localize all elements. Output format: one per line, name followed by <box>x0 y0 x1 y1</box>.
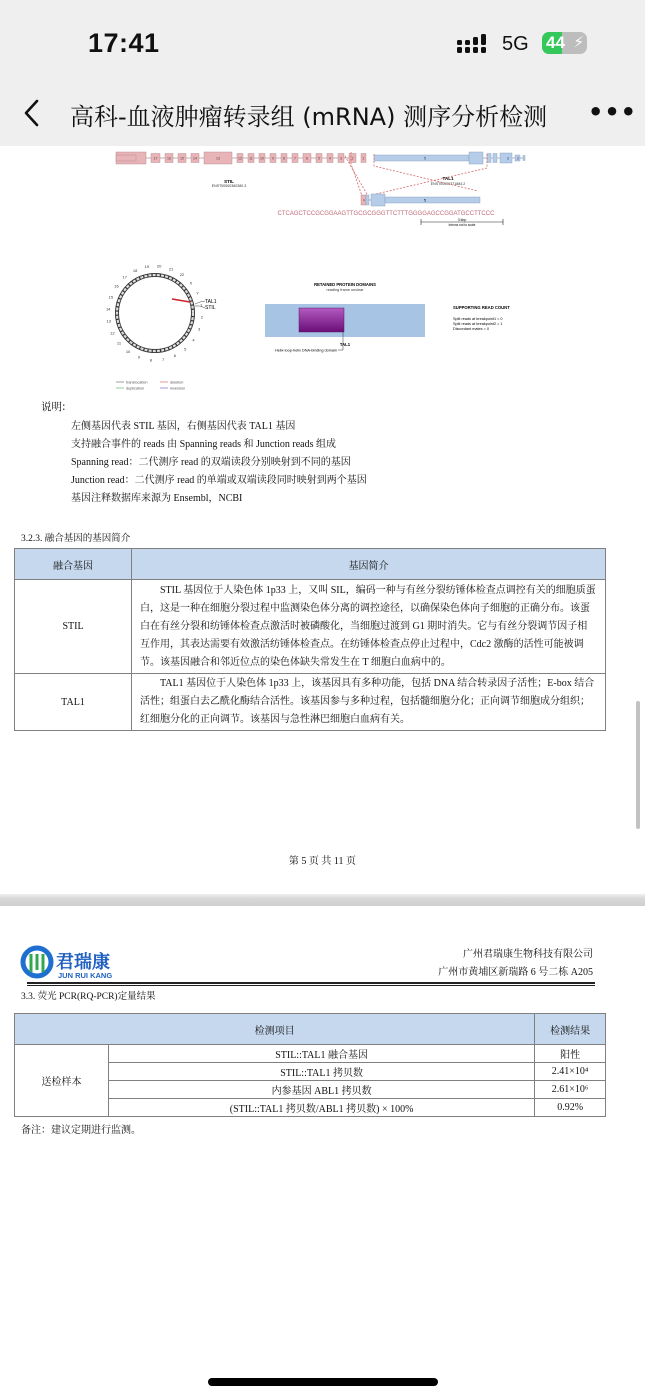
gene-description-cell <box>132 580 606 674</box>
legend-inversion: inversion <box>170 386 186 391</box>
tal1-exon <box>493 154 497 163</box>
gene-intro-table <box>14 548 606 731</box>
status-time: 17:41 <box>88 28 160 58</box>
fusion-tal1-exon <box>371 194 385 206</box>
gene-description-cell <box>132 674 606 731</box>
retained-protein-bar <box>265 304 425 337</box>
chromosome-label: 12 <box>110 330 115 336</box>
chromosome-label: 4 <box>192 337 195 343</box>
fusion-exon-label: 1 <box>363 198 365 202</box>
column-header: 基因简介 <box>132 549 606 580</box>
legend-duplication: duplication <box>126 386 145 391</box>
stil-exon-label: 10 <box>260 156 264 161</box>
stil-gene-name: STIL <box>224 179 234 184</box>
fusion-exon-label: 5 <box>424 198 426 203</box>
chromosome-label: 9 <box>137 354 141 360</box>
chromosome-label: 18 <box>132 267 138 273</box>
stil-exon-label: 11 <box>249 156 253 161</box>
legend-translocation: translocation <box>126 380 148 385</box>
chromosome-label: 8 <box>149 357 153 363</box>
result-cell: 2.61×10⁶ <box>535 1081 606 1099</box>
scale-note: introns not to scale <box>448 223 476 227</box>
stil-exon-label: 12 <box>238 156 242 161</box>
explanation-line: Junction read：二代测序 read 的单端或双端读段同时映射到两个基因 <box>71 475 367 486</box>
section-title-3-2-3: 3.2.3. 融合基因的基因简介 <box>21 534 131 544</box>
fusion-junction-sequence: CTCAGCTCCGCGGAAGTTGCGCGGGTTCTTTGGGGAGCCGGATGCCTTCCC <box>277 211 495 217</box>
stil-exon-label: 4 <box>329 156 331 161</box>
stil-exon-label: 2 <box>351 156 354 161</box>
stil-transcript-id: ENST00000360380.3 <box>211 184 247 188</box>
scale-label: 3 kbp <box>457 218 467 222</box>
stil-exon-label: 17 <box>153 156 158 161</box>
chromosome-label: 22 <box>179 271 185 277</box>
explanation-line: 支持融合事件的 reads 由 Spanning reads 和 Junction reads 组成 <box>71 439 336 450</box>
fusion-transcript-track <box>361 194 480 206</box>
fusion-tal1-exon <box>366 195 369 205</box>
domains-subtitle: reading frame unclear <box>326 288 364 292</box>
pcr-results-table <box>14 1013 606 1117</box>
chromosome-label: 11 <box>116 340 122 346</box>
read-count-line: Split reads at breakpoint2 = 1 <box>453 322 503 326</box>
result-cell: 0.92% <box>535 1099 606 1117</box>
company-info <box>438 946 593 982</box>
item-cell: (STIL::TAL1 拷贝数/ABL1 拷贝数) × 100% <box>109 1099 535 1117</box>
home-indicator[interactable] <box>208 1378 438 1386</box>
read-count-line: Discordant mates = 0 <box>453 327 489 331</box>
fusion-link <box>172 299 190 302</box>
ellipsis-icon[interactable]: ••• <box>588 98 638 126</box>
chromosome-label: 3 <box>198 326 201 332</box>
logo-chinese-name: 君瑞康 <box>56 952 110 973</box>
tal1-gene-track <box>374 152 525 164</box>
chromosome-label: 6 <box>173 353 176 359</box>
chromosome-label: 2 <box>200 314 203 320</box>
chromosome-label: 15 <box>108 294 114 300</box>
chromosome-label: X <box>189 280 193 286</box>
scrollbar[interactable] <box>636 701 640 829</box>
charging-bolt-icon: ⚡ <box>573 33 584 51</box>
read-count-title: SUPPORTING READ COUNT <box>453 305 510 310</box>
item-cell: STIL::TAL1 融合基因 <box>109 1045 535 1063</box>
page-number: 第 5 页 共 11 页 <box>288 856 357 867</box>
chromosome-label: 14 <box>105 306 111 312</box>
company-name: 广州君瑞康生物科技有限公司 <box>463 949 593 960</box>
gene-name-cell: STIL <box>15 580 132 674</box>
chromosome-label: 7 <box>162 356 165 362</box>
column-header: 融合基因 <box>15 549 132 580</box>
explanation-label: 说明: <box>41 401 66 413</box>
stil-exon-label: 7 <box>294 156 296 161</box>
document-page-5 <box>0 146 645 894</box>
header-rule <box>27 985 595 986</box>
tal1-transcript-id: ENST00000371884.2 <box>430 182 466 186</box>
table-header-row <box>15 1014 606 1045</box>
stil-exon-label: 15 <box>180 156 184 161</box>
logo-english-name: JUN RUI KANG <box>58 971 113 980</box>
circos-plot <box>106 264 217 363</box>
table-row <box>15 580 606 674</box>
result-cell: 2.41×10⁴ <box>535 1063 606 1081</box>
chromosome-label: 1 <box>200 302 203 308</box>
stil-exon-label: 3 <box>340 156 342 161</box>
result-cell: 阳性 <box>535 1045 606 1063</box>
circos-legend <box>116 381 185 391</box>
chromosome-label: Y <box>196 290 199 296</box>
stil-exon-label: 5 <box>318 156 320 161</box>
signal-icon <box>457 34 493 54</box>
legend-deletion: deletion <box>170 380 184 385</box>
company-logo <box>20 942 130 982</box>
tal1-exon <box>500 153 512 163</box>
table-header-row <box>15 549 606 580</box>
app-header <box>0 0 645 146</box>
page-separator <box>0 894 645 906</box>
chromosome-label: 19 <box>144 264 150 270</box>
item-cell: 内参基因 ABL1 拷贝数 <box>109 1081 535 1099</box>
section-title-3-3: 3.3. 荧光 PCR(RQ-PCR)定量结果 <box>21 992 156 1002</box>
stil-exon-label: 8 <box>283 156 285 161</box>
chromosome-label: 16 <box>114 283 119 289</box>
stil-exon-label: 1 <box>362 156 365 161</box>
domain-name-label: Helix-loop-helix DNA-binding domain <box>274 348 337 353</box>
explanation-line: 左侧基因代表 STIL 基因，右侧基因代表 TAL1 基因 <box>71 421 296 432</box>
document-title: 高科-血液肿瘤转录组 (mRNA) 测序分析检测 <box>70 103 548 131</box>
explanation-line: 基因注释数据库来源为 Ensembl，NCBI <box>71 493 243 504</box>
network-type: 5G <box>502 33 529 55</box>
tal1-exon <box>487 154 491 163</box>
tal1-exon-label: 3 <box>507 156 509 161</box>
read-count-line: Split reads at breakpoint1 = 0 <box>453 317 503 321</box>
gene-description: TAL1 基因位于人染色体 1p33 上，该基因具有多种功能，包括 DNA 结合转录因子活性；E-box 结合活性；组蛋白去乙酰化酶结合活性。该基因参与多种过程，包括髓细胞分化；正向调节细胞成分组织；红细胞分化的正向调节。该基因与急性淋巴细胞白血病有关。 <box>140 678 595 725</box>
table-row <box>15 674 606 731</box>
stil-exon-label: 9 <box>272 156 274 161</box>
chromosome-label: 21 <box>168 266 174 272</box>
explanation-line: Spanning read：二代测序 read 的双端读段分别映射到不同的基因 <box>71 457 351 468</box>
stil-exon-label: 16 <box>167 156 171 161</box>
column-header: 检测结果 <box>535 1014 606 1045</box>
hlh-domain-block <box>299 308 344 332</box>
company-address: 广州市黄埔区新瑞路 6 号二栋 A205 <box>438 967 593 978</box>
gene-description: STIL 基因位于人染色体 1p33 上，又叫 SIL，编码一种与有丝分裂纺锤体检查点调控有关的细胞质蛋白，这是一种在细胞分裂过程中监测染色体分离的调控途径，以确保染色体向子细胞的正确分布。该蛋白在有丝分裂和纺锤体检查点激活时被磷酸化，当细胞过渡到 G1 期时消失。它与有丝分裂调节因子相互作用，其表达需要有效激活纺锤体检查点。在纺锤体检查点停止过程中，Cdc2 激酶的活性可能被调节。该基因融合和邻近位点的染色体缺失常发生在 T 细胞白血病中的。 <box>140 584 596 668</box>
battery-icon <box>542 32 587 54</box>
tal1-gene-name: TAL1 <box>442 176 454 181</box>
pcr-note: 备注：建议定期进行监测。 <box>21 1125 141 1136</box>
stil-exon-label: 14 <box>193 156 197 161</box>
header-rule <box>27 982 595 984</box>
stil-exon-label: 13 <box>216 156 220 161</box>
explanation-block <box>41 399 367 508</box>
chromosome-label: 5 <box>184 346 187 352</box>
sample-label-cell: 送检样本 <box>15 1045 109 1117</box>
stil-exon-label: 6 <box>306 156 308 161</box>
fusion-figure <box>0 146 645 396</box>
tal1-exon <box>523 156 525 161</box>
tal1-exon <box>374 155 469 161</box>
domain-gene-label: TAL1 <box>339 342 351 347</box>
fusion-tal1-exon <box>385 197 480 203</box>
chromosome-label: 13 <box>106 318 111 324</box>
circos-label-stil: STIL <box>205 305 216 311</box>
domains-title: RETAINED PROTEIN DOMAINS <box>314 282 376 287</box>
column-header: 检测项目 <box>15 1014 535 1045</box>
battery-level: 44 <box>546 33 565 52</box>
chromosome-label: 17 <box>122 274 128 280</box>
document-page-6 <box>0 906 645 1398</box>
tal1-exon <box>469 152 483 164</box>
table-row <box>15 1045 606 1063</box>
chromosome-label: 20 <box>156 263 162 269</box>
chevron-left-icon[interactable] <box>20 96 44 130</box>
tal1-exon-label: 5 <box>424 156 426 161</box>
stil-gene-track <box>116 152 366 164</box>
gene-name-cell: TAL1 <box>15 674 132 731</box>
chromosome-label: 10 <box>125 349 131 355</box>
circos-label-tal1: TAL1 <box>205 299 217 305</box>
tal1-exon-label: 2 <box>517 156 519 161</box>
item-cell: STIL::TAL1 拷贝数 <box>109 1063 535 1081</box>
